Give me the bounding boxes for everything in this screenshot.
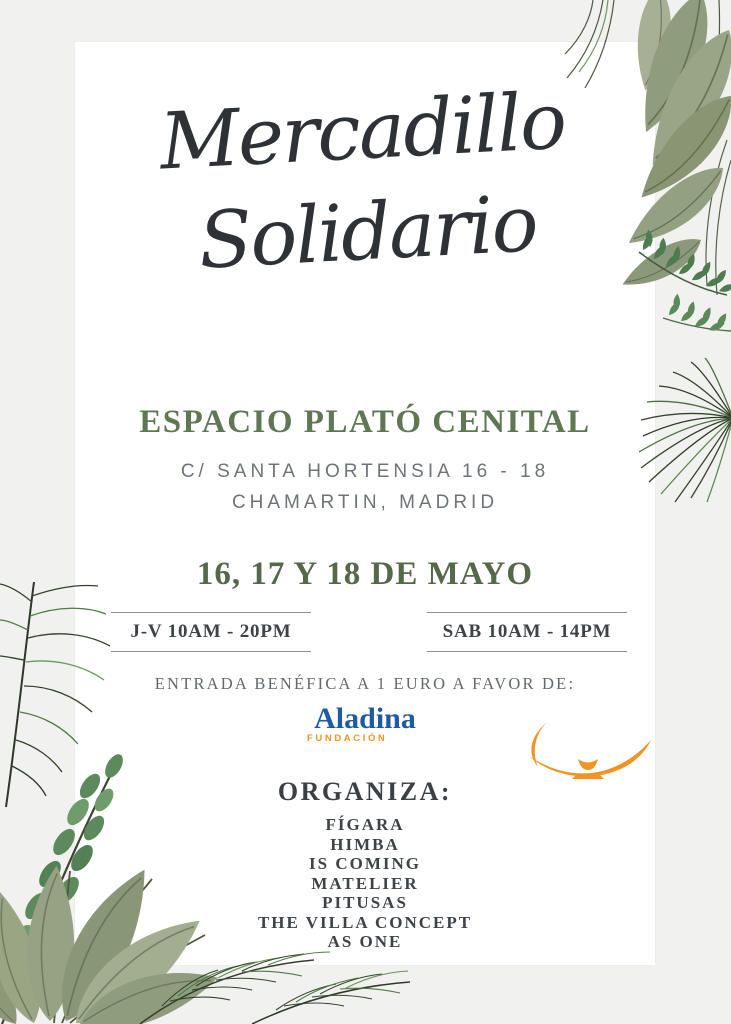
title-line-2: Solidario bbox=[196, 179, 539, 288]
organizer-item: FÍGARA bbox=[325, 815, 405, 834]
venue-name: ESPACIO PLATÓ CENITAL bbox=[139, 404, 591, 440]
venue-address bbox=[75, 456, 655, 518]
organizer-item: IS COMING bbox=[309, 854, 421, 873]
organizer-item: MATELIER bbox=[311, 873, 419, 893]
organizer-item: PITUSAS bbox=[322, 893, 408, 912]
schedule-weekday-hours: J-V 10AM - 20PM bbox=[111, 612, 311, 652]
poster-card bbox=[75, 42, 655, 965]
event-dates: 16, 17 Y 18 DE MAYO bbox=[196, 556, 534, 592]
entry-fee-note: ENTRADA BENÉFICA A 1 EURO A FAVOR DE: bbox=[154, 674, 576, 693]
aladina-subtitle: FUNDACIÓN bbox=[307, 733, 388, 744]
aladina-wordmark: Aladina bbox=[314, 702, 416, 735]
schedule-saturday-hours: SAB 10AM - 14PM bbox=[427, 612, 627, 652]
organizer-list bbox=[75, 815, 655, 952]
poster-title bbox=[70, 67, 660, 300]
organizer-item: HIMBA bbox=[330, 834, 400, 854]
address-line-2: CHAMARTIN, MADRID bbox=[231, 492, 499, 513]
organizer-item: AS ONE bbox=[327, 932, 403, 951]
address-line-1: C/ SANTA HORTENSIA 16 - 18 bbox=[180, 461, 550, 482]
organizer-item: THE VILLA CONCEPT bbox=[257, 912, 473, 932]
title-line-1: Mercadillo bbox=[157, 76, 567, 188]
organizer-heading: ORGANIZA: bbox=[277, 777, 453, 806]
